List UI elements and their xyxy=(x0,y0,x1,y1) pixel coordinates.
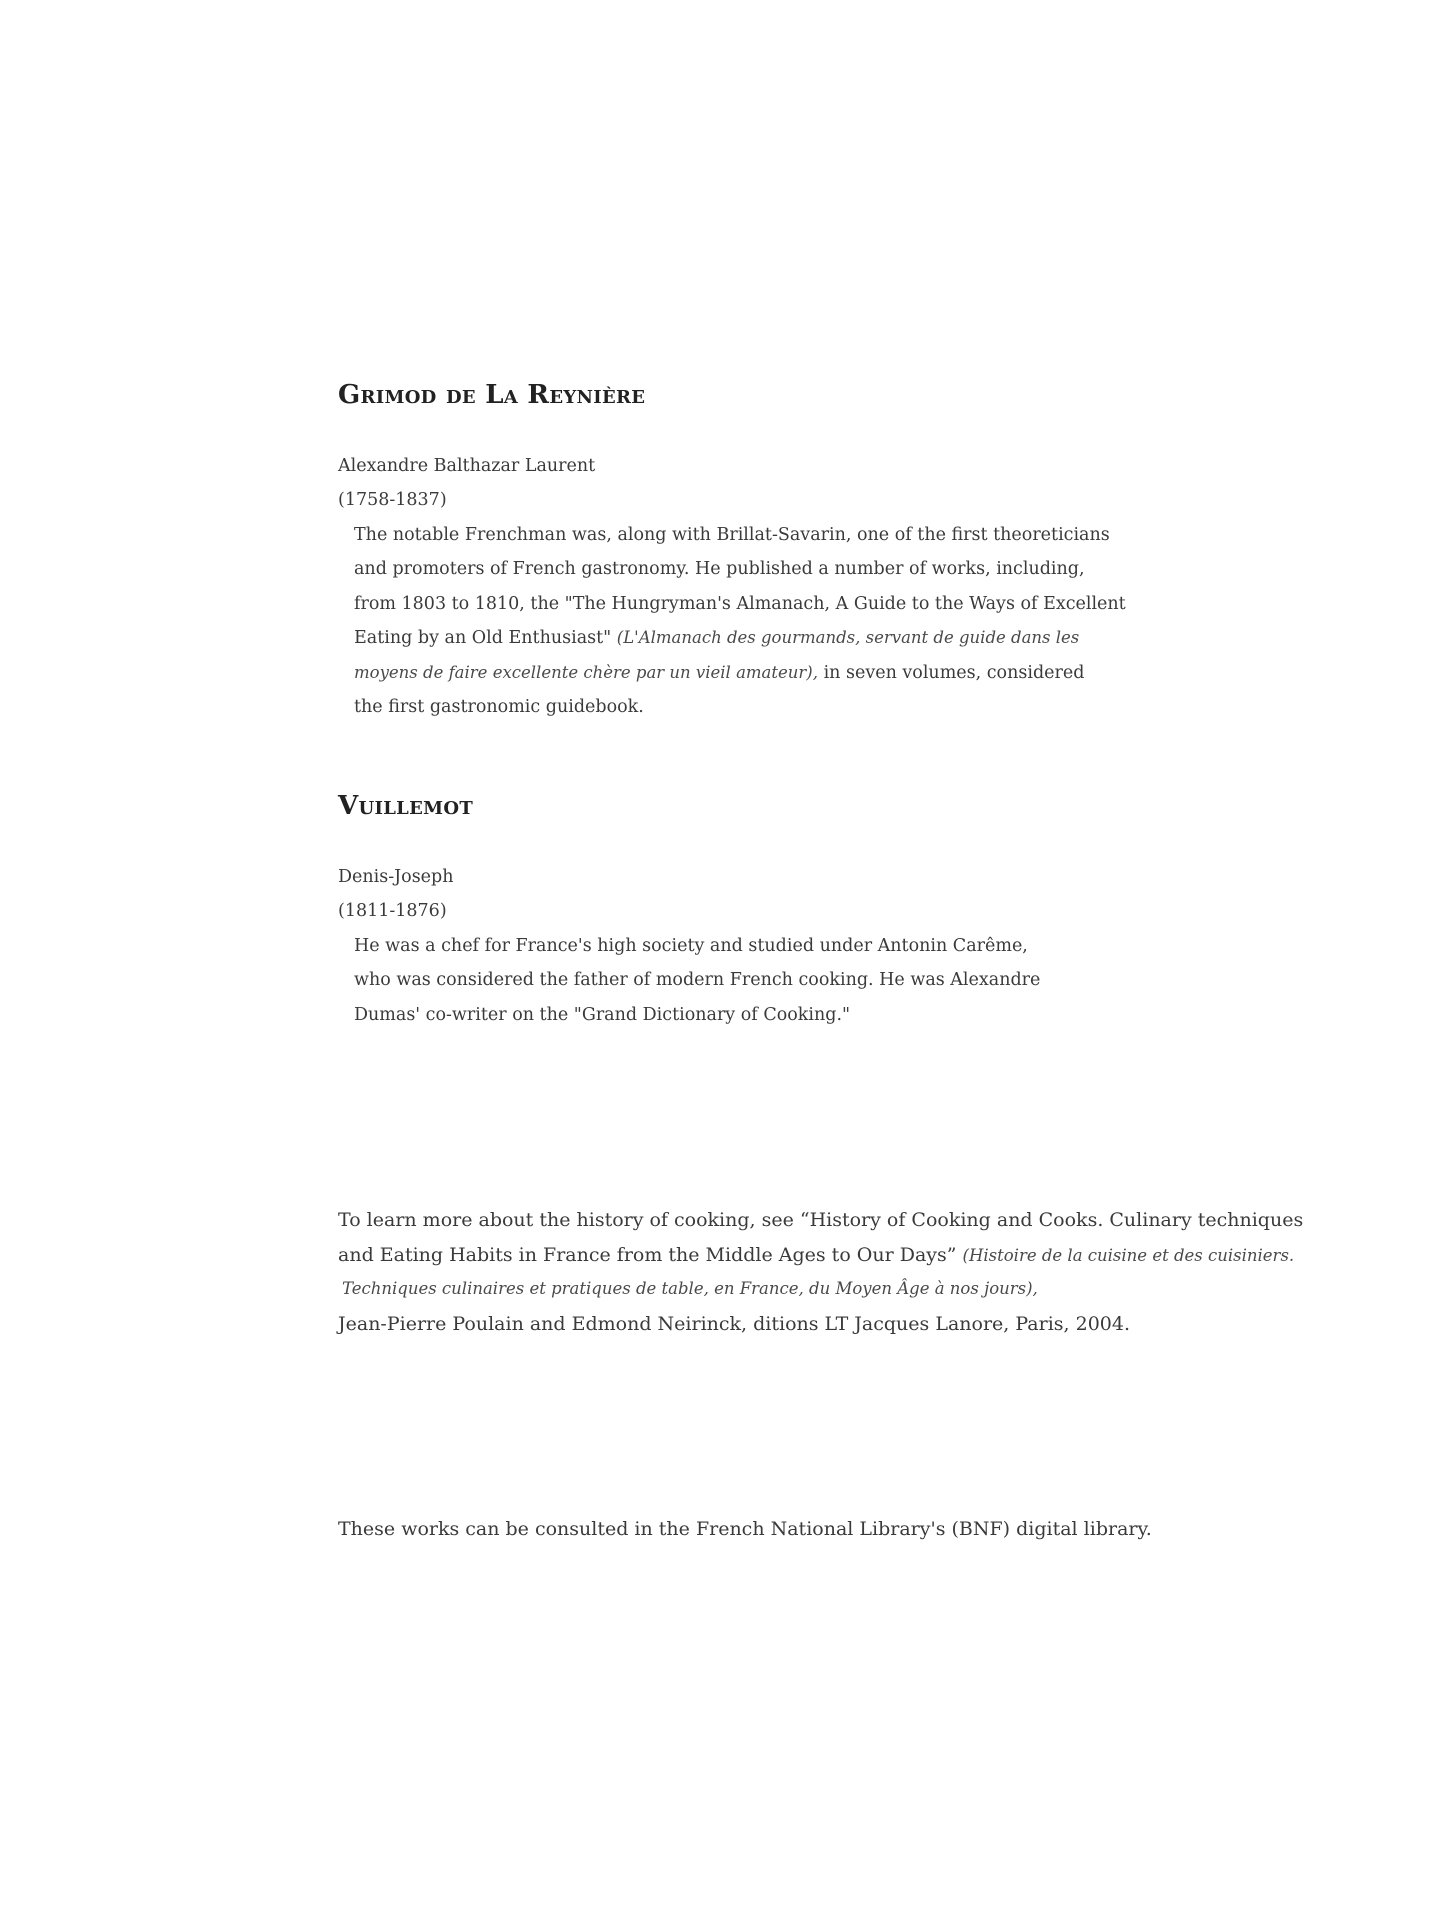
bio-line: from 1803 to 1810, the "The Hungryman's Almanach, A Guide to the Ways of Excellent xyxy=(354,594,1126,614)
bio-italic-title: moyens de faire excellente chère par un vieil amateur), xyxy=(354,663,818,682)
person-name: Alexandre Balthazar Laurent xyxy=(338,456,596,476)
person-dates: (1758-1837) xyxy=(338,490,447,510)
bio-line: who was considered the father of modern French cooking. He was Alexandre xyxy=(354,970,1041,990)
bio-line: The notable Frenchman was, along with Brillat-Savarin, one of the first theoreticians xyxy=(354,525,1110,545)
note-line: These works can be consulted in the French National Library's (BNF) digital library. xyxy=(338,1518,1152,1540)
bio-line xyxy=(354,665,1084,683)
reference-line xyxy=(342,1281,1038,1299)
bio-text: in seven volumes, considered xyxy=(818,663,1085,683)
bio-text: Eating by an Old Enthusiast" xyxy=(354,628,617,648)
bio-line: and promoters of French gastronomy. He published a number of works, including, xyxy=(354,559,1085,579)
reference-italic-title: (Histoire de la cuisine et des cuisiniers. xyxy=(962,1246,1295,1265)
bio-line: Dumas' co-writer on the "Grand Dictionary of Cooking." xyxy=(354,1005,851,1025)
section-title-grimod: Grimod de La Reynière xyxy=(338,380,646,410)
reference-italic-title: Techniques culinaires et pratiques de table, en France, du Moyen Âge à nos jours), xyxy=(342,1279,1038,1298)
reference-line: Jean-Pierre Poulain and Edmond Neirinck, ditions LT Jacques Lanore, Paris, 2004. xyxy=(338,1313,1130,1335)
section-title-vuillemot: Vuillemot xyxy=(338,791,474,821)
reference-text: and Eating Habits in France from the Middle Ages to Our Days” xyxy=(338,1244,963,1266)
bio-italic-title: (L'Almanach des gourmands, servant de guide dans les xyxy=(616,628,1080,647)
bio-line: the first gastronomic guidebook. xyxy=(354,697,644,717)
person-name: Denis-Joseph xyxy=(338,867,454,887)
reference-line: To learn more about the history of cooking, see “History of Cooking and Cooks. Culinary techniques xyxy=(338,1209,1304,1231)
reference-line xyxy=(338,1246,1294,1265)
bio-line xyxy=(354,630,1079,648)
person-dates: (1811-1876) xyxy=(338,901,447,921)
bio-line: He was a chef for France's high society and studied under Antonin Carême, xyxy=(354,936,1028,956)
